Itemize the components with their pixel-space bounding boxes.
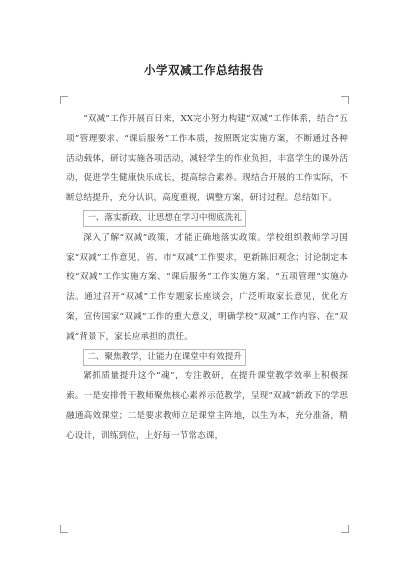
crop-mark-bottom-left xyxy=(60,525,68,533)
section-1-body: 深入了解“双减”政策，才能正确地落实政策。学校组织教师学习国家“双减”工作意见，省、市“双减”工作要求，更新陈旧观念；讨论制定本校“双减”工作实施方案、“课后服务”工作实施方案、“五项管理”实施办法。通过召开“双减”工作专题家长座谈会，广泛听取家长意见，优化方案，宣传国家“双减”工作的重大意义，明确学校“双减”工作内容、在“双减”背景下，家长应承担的责任。 xyxy=(66,232,348,342)
section-1-heading: 一、落实新政，让思想在学习中彻底洗礼 xyxy=(83,210,246,227)
crop-mark-bottom-right xyxy=(341,525,349,533)
section-1-heading-line xyxy=(66,209,348,229)
section-2-heading-line xyxy=(66,348,348,368)
crop-mark-top-right xyxy=(341,96,349,104)
document-title: 小学双减工作总结报告 xyxy=(144,63,264,77)
section-2-heading: 二、聚焦教学，让能力在课堂中有效提升 xyxy=(83,349,246,366)
crop-mark-top-left xyxy=(60,96,68,104)
section-2-body: 紧抓质量提升这个“魂”，专注教研，在提升课堂教学效率上积极探索。一是安排骨干教师聚焦核心素养示范教学，呈现“双减”新政下的学思融通高效课堂；二是要求教师立足课堂主阵地，以生为本，充分准备，精心设计，训练到位，上好每一节常态课， xyxy=(66,371,348,441)
document-body xyxy=(66,110,348,447)
intro-paragraph: “双减”工作开展百日来，XX完小努力构建“双减”工作体系，结合“五项”管理要求、“课后服务”工作本质，按照既定实施方案，不断通过各种活动载体，研讨实施各项活动，减轻学生的作业负担，丰富学生的课外活动，促进学生健康快乐成长，提高综合素养。现结合开展的工作实际，不断总结提升，充分认识，高度重视，调整方案，研讨过程。总结如下。 xyxy=(66,114,348,204)
